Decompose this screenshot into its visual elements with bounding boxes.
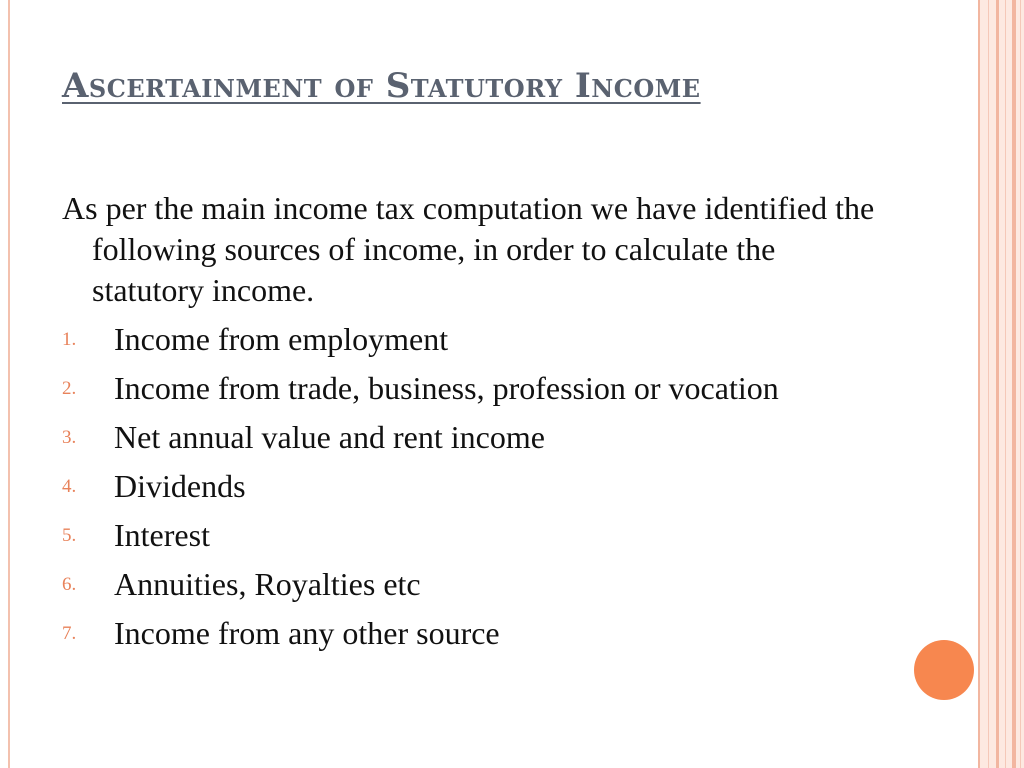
list-item-number: 5.: [62, 525, 77, 546]
list-item-text: Dividends: [114, 468, 246, 504]
band-stripe: [988, 0, 989, 768]
list-item-number: 1.: [62, 329, 77, 350]
list-item-number: 2.: [62, 378, 77, 399]
left-border-line: [8, 0, 10, 768]
list-item: [62, 564, 892, 605]
band-stripe: [978, 0, 980, 768]
intro-paragraph: As per the main income tax computation we have identified the following sources of income, in order to calculate the statutory income.: [62, 190, 875, 308]
list-item-text: Income from employment: [114, 321, 449, 357]
band-stripe: [1020, 0, 1021, 768]
band-stripe: [1012, 0, 1016, 768]
list-item-text: Income from trade, business, profession or vocation: [114, 370, 779, 406]
list-item-number: 3.: [62, 427, 77, 448]
list-item: [62, 613, 892, 654]
band-stripe: [1005, 0, 1006, 768]
list-item: [62, 368, 892, 409]
list-item-text: Interest: [114, 517, 210, 553]
list-item: [62, 515, 892, 556]
band-stripe: [996, 0, 999, 768]
list-item-number: 6.: [62, 574, 77, 595]
list-item-text: Net annual value and rent income: [114, 419, 545, 455]
list-item-text: Annuities, Royalties etc: [114, 566, 421, 602]
list-item: [62, 319, 892, 360]
list-item-text: Income from any other source: [114, 615, 500, 651]
slide-content: [62, 188, 892, 662]
list-item-number: 4.: [62, 476, 77, 497]
list-item: [62, 417, 892, 458]
list-item: [62, 466, 892, 507]
slide-title: Ascertainment of Statutory Income: [62, 66, 701, 106]
decorative-orange-circle: [914, 640, 974, 700]
right-decorative-band: [978, 0, 1024, 768]
income-sources-list: [62, 319, 892, 654]
list-item-number: 7.: [62, 623, 77, 644]
